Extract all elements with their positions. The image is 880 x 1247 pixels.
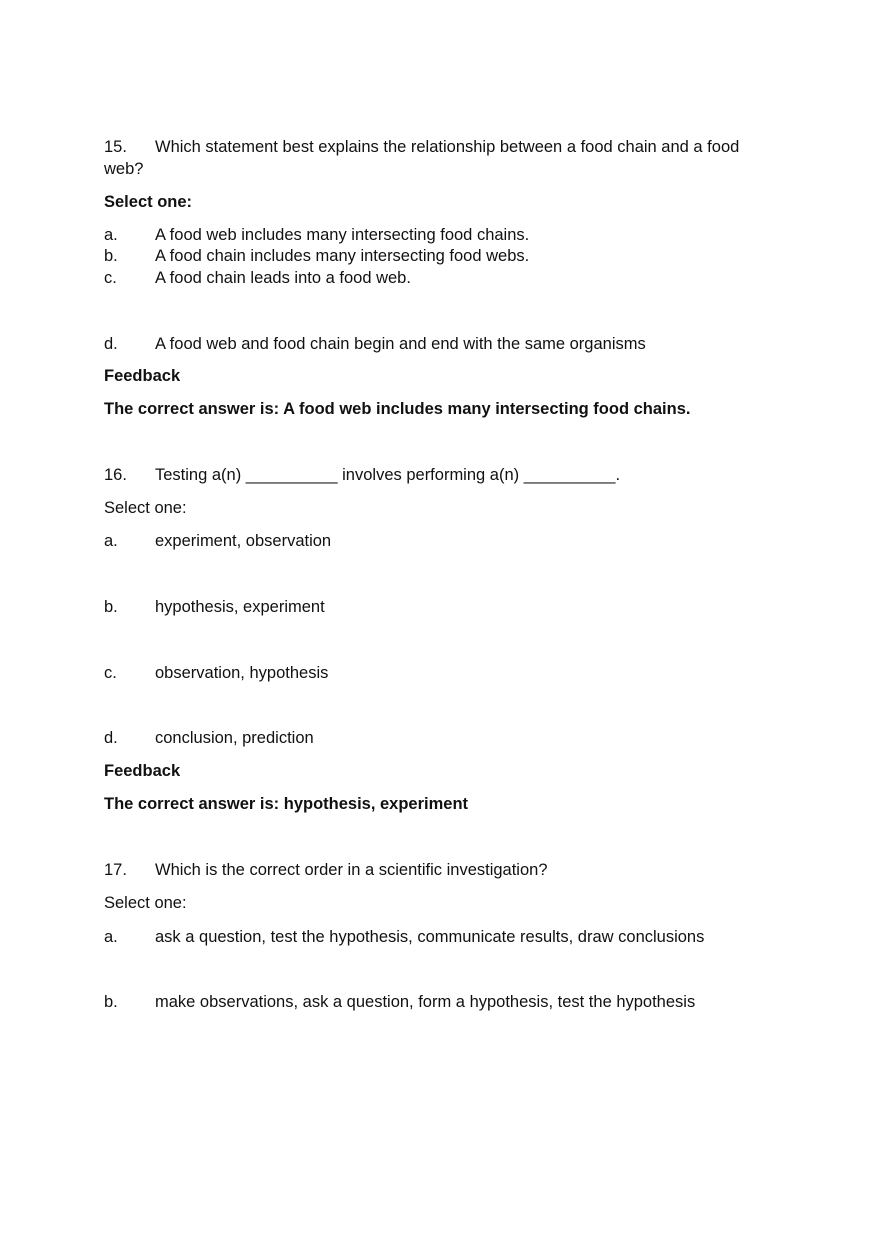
select-one-label: Select one: (104, 193, 193, 211)
option-text: A food web and food chain begin and end with the same organisms (155, 335, 646, 353)
select-one-label: Select one: (104, 894, 187, 912)
correct-answer: The correct answer is: A food web includes many intersecting food chains. (104, 400, 691, 418)
option-letter: d. (104, 335, 118, 353)
option-text: ask a question, test the hypothesis, communicate results, draw conclusions (155, 928, 705, 946)
option-letter: b. (104, 247, 118, 265)
option-letter: c. (104, 269, 117, 287)
select-one-label: Select one: (104, 499, 187, 517)
option-text: experiment, observation (155, 532, 332, 550)
option-letter: a. (104, 928, 118, 946)
feedback-heading: Feedback (104, 367, 181, 385)
option-letter: c. (104, 664, 117, 682)
question-number: 17. (104, 861, 127, 879)
option-text: A food chain includes many intersecting food webs. (155, 247, 530, 265)
option-letter: b. (104, 993, 118, 1011)
option-text: observation, hypothesis (155, 664, 329, 682)
option-letter: a. (104, 532, 118, 550)
option-text: hypothesis, experiment (155, 598, 325, 616)
option-text: A food web includes many intersecting food chains. (155, 226, 530, 244)
option-letter: a. (104, 226, 118, 244)
option-letter: d. (104, 729, 118, 747)
question-text: Testing a(n) __________ involves performing a(n) __________. (155, 466, 621, 484)
option-text: A food chain leads into a food web. (155, 269, 411, 287)
question-text-cont: web? (104, 160, 144, 178)
correct-answer: The correct answer is: hypothesis, experiment (104, 795, 469, 813)
option-text: make observations, ask a question, form a hypothesis, test the hypothesis (155, 993, 696, 1011)
question-text: Which is the correct order in a scientific investigation? (155, 861, 548, 879)
option-letter: b. (104, 598, 118, 616)
question-text: Which statement best explains the relationship between a food chain and a food (155, 138, 740, 156)
question-number: 15. (104, 138, 127, 156)
question-number: 16. (104, 466, 127, 484)
feedback-heading: Feedback (104, 762, 181, 780)
option-text: conclusion, prediction (155, 729, 314, 747)
